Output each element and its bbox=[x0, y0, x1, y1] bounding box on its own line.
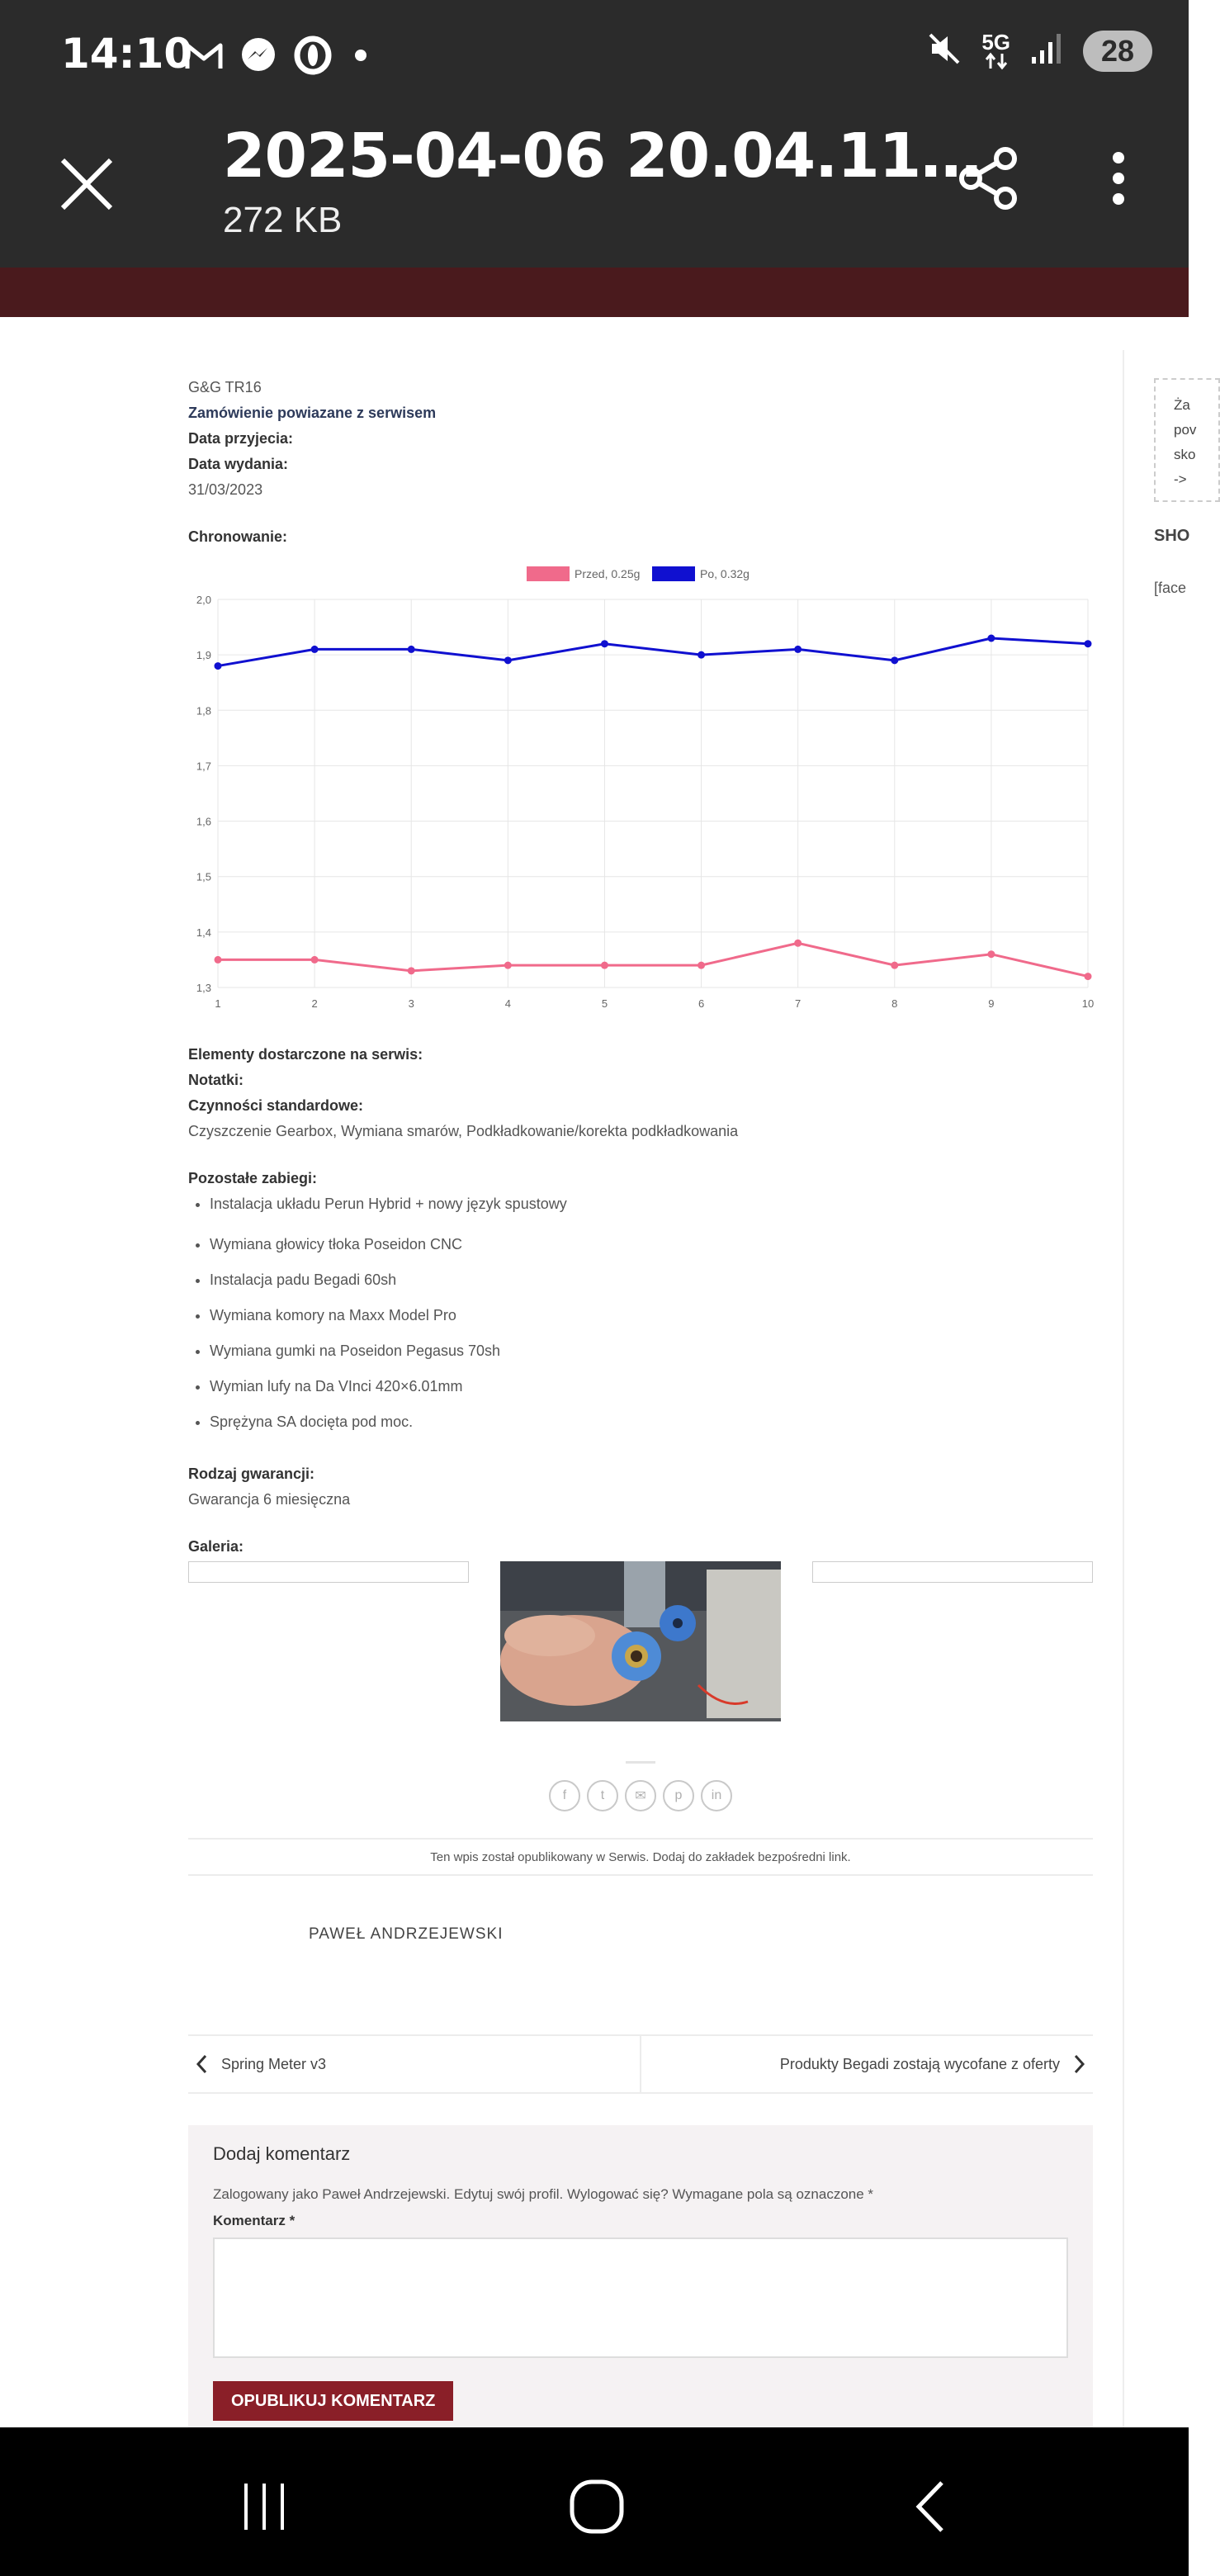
x-tick-label: 1 bbox=[215, 997, 221, 1010]
linked-order-link[interactable]: Zamówienie powiazane z serwisem bbox=[188, 405, 437, 421]
x-tick-label: 10 bbox=[1081, 997, 1095, 1010]
system-icons bbox=[925, 30, 1152, 72]
chrono-label: Chronowanie: bbox=[188, 528, 287, 545]
issued-value: 31/03/2023 bbox=[188, 481, 263, 498]
status-bar bbox=[0, 0, 1189, 112]
x-tick-label: 7 bbox=[795, 997, 802, 1010]
file-size: 272 KB bbox=[223, 200, 343, 240]
facebook-icon[interactable]: f bbox=[549, 1780, 580, 1811]
legend-swatch bbox=[652, 566, 695, 581]
issued-label: Data wydania: bbox=[188, 456, 289, 472]
email-icon[interactable]: ✉ bbox=[625, 1780, 656, 1811]
battery-icon: 28 bbox=[1083, 31, 1152, 72]
gallery-image-broken[interactable] bbox=[188, 1561, 469, 1721]
prev-post-link[interactable] bbox=[188, 2036, 641, 2092]
status-time: 14:10 bbox=[61, 30, 193, 78]
data-point bbox=[408, 646, 415, 653]
gmail-icon bbox=[183, 35, 225, 76]
twitter-icon[interactable]: t bbox=[587, 1780, 618, 1811]
task-item: • Instalacja padu Begadi 60sh bbox=[210, 1262, 1093, 1298]
warranty-label: Rodzaj gwarancji: bbox=[188, 1466, 315, 1482]
delivered-label: Elementy dostarczone na serwis: bbox=[188, 1046, 423, 1063]
published-note: Ten wpis został opublikowany w Serwis. Dodaj do zakładek bezpośredni link. bbox=[188, 1838, 1093, 1876]
more-vertical-icon bbox=[1110, 151, 1127, 206]
back-button[interactable] bbox=[898, 2474, 964, 2540]
opera-icon bbox=[292, 35, 333, 76]
recent-apps-icon bbox=[239, 2482, 289, 2531]
pinterest-icon[interactable]: p bbox=[663, 1780, 694, 1811]
data-point bbox=[601, 962, 608, 969]
task-list bbox=[188, 1191, 1093, 1440]
back-icon bbox=[910, 2479, 952, 2534]
data-point bbox=[408, 967, 415, 974]
task-item: • Sprężyna SA docięta pod moc. bbox=[210, 1404, 1093, 1440]
data-point bbox=[891, 656, 898, 664]
task-item: • Wymiana głowicy tłoka Poseidon CNC bbox=[210, 1227, 1093, 1262]
sidebar-widget bbox=[1154, 378, 1220, 502]
x-tick-label: 2 bbox=[311, 997, 318, 1010]
comment-info: Zalogowany jako Paweł Andrzejewski. Edytuj swój profil. Wylogować się? Wymagane pola są oznaczone * bbox=[213, 2186, 874, 2202]
share-button[interactable] bbox=[956, 145, 1022, 211]
gallery-image-broken[interactable] bbox=[812, 1561, 1093, 1721]
task-item: • Wymian lufy na Da VInci 420×6.01mm bbox=[210, 1369, 1093, 1404]
system-nav-bar bbox=[0, 2427, 1189, 2576]
series-line bbox=[218, 943, 1088, 976]
post-content bbox=[188, 375, 1093, 2447]
publish-comment-button[interactable]: OPUBLIKUJ KOMENTARZ bbox=[213, 2381, 453, 2421]
warranty-value: Gwarancja 6 miesięczna bbox=[188, 1491, 351, 1508]
y-tick-label: 1,9 bbox=[196, 649, 211, 662]
task-item: • Wymiana gumki na Poseidon Pegasus 70sh bbox=[210, 1333, 1093, 1369]
other-label: Pozostałe zabiegi: bbox=[188, 1170, 318, 1186]
data-point bbox=[987, 950, 995, 958]
chart-series bbox=[215, 635, 1092, 981]
network-label: 5G bbox=[981, 29, 1010, 54]
comment-textarea[interactable] bbox=[213, 2237, 1068, 2358]
notification-dot-icon bbox=[355, 50, 366, 61]
chart-grid bbox=[218, 599, 1088, 987]
chart-svg bbox=[188, 560, 1093, 1022]
comment-label: Komentarz * bbox=[213, 2213, 296, 2228]
sidebar-widget-line: pov bbox=[1174, 422, 1197, 438]
x-tick-label: 9 bbox=[988, 997, 995, 1010]
legend-swatch bbox=[527, 566, 570, 581]
gallery bbox=[188, 1561, 1093, 1721]
task-item: • Instalacja układu Perun Hybrid + nowy język spustowy bbox=[210, 1191, 1093, 1217]
close-icon bbox=[59, 157, 114, 211]
messenger-icon bbox=[238, 35, 279, 76]
x-tick-label: 5 bbox=[601, 997, 608, 1010]
x-tick-label: 4 bbox=[504, 997, 511, 1010]
data-point bbox=[1085, 640, 1092, 647]
comment-title: Dodaj komentarz bbox=[213, 2143, 351, 2164]
data-point bbox=[891, 962, 898, 969]
y-tick-label: 1,5 bbox=[196, 870, 211, 883]
y-tick-label: 2,0 bbox=[196, 594, 211, 606]
series-line bbox=[218, 638, 1088, 666]
gallery-photo bbox=[500, 1561, 781, 1721]
viewer-toolbar bbox=[0, 112, 1189, 268]
recent-apps-button[interactable] bbox=[231, 2474, 297, 2540]
author-name: PAWEŁ ANDRZEJEWSKI bbox=[309, 1925, 504, 1943]
sidebar-title: SHO bbox=[1154, 527, 1190, 545]
gallery-image[interactable] bbox=[500, 1561, 781, 1721]
more-options-button[interactable] bbox=[1098, 145, 1139, 211]
x-tick-label: 8 bbox=[891, 997, 898, 1010]
data-point bbox=[987, 635, 995, 642]
chevron-right-icon bbox=[1070, 2053, 1088, 2075]
data-point bbox=[311, 956, 319, 964]
home-icon bbox=[570, 2479, 624, 2534]
image-content bbox=[0, 268, 1197, 2427]
notes-label: Notatki: bbox=[188, 1072, 244, 1088]
data-point bbox=[311, 646, 319, 653]
y-tick-label: 1,3 bbox=[196, 982, 211, 994]
next-post-title: Produkty Begadi zostają wycofane z oferty bbox=[779, 2055, 1060, 2072]
comment-form bbox=[188, 2125, 1093, 2447]
data-point bbox=[1085, 973, 1092, 980]
linkedin-icon[interactable]: in bbox=[701, 1780, 732, 1811]
standard-value: Czyszczenie Gearbox, Wymiana smarów, Podkładkowanie/korekta podkładkowania bbox=[188, 1123, 739, 1139]
prev-post-title: Spring Meter v3 bbox=[221, 2055, 327, 2072]
standard-label: Czynności standardowe: bbox=[188, 1097, 364, 1114]
y-tick-label: 1,6 bbox=[196, 815, 211, 828]
data-point bbox=[794, 940, 802, 947]
sidebar-widget-line: sko bbox=[1174, 447, 1196, 462]
data-point bbox=[794, 646, 802, 653]
y-tick-label: 1,7 bbox=[196, 760, 211, 773]
site-header-strip bbox=[0, 268, 1189, 317]
x-tick-label: 3 bbox=[408, 997, 414, 1010]
chevron-left-icon bbox=[193, 2053, 211, 2075]
sidebar-divider bbox=[1123, 350, 1124, 2464]
5g-icon bbox=[981, 29, 1010, 70]
legend-label: Przed, 0.25g bbox=[575, 567, 641, 580]
data-point bbox=[601, 640, 608, 647]
chrono-chart bbox=[188, 560, 1093, 1047]
chart-ticks bbox=[196, 594, 1094, 1010]
sidebar-text: [face bbox=[1154, 580, 1187, 596]
signal-icon bbox=[1028, 31, 1065, 71]
share-icons bbox=[188, 1780, 1093, 1811]
task-item: • Wymiana komory na Maxx Model Pro bbox=[210, 1298, 1093, 1333]
model-name: G&G TR16 bbox=[188, 379, 262, 395]
data-point bbox=[697, 651, 705, 659]
y-tick-label: 1,8 bbox=[196, 704, 211, 717]
sidebar-widget-line: Ża bbox=[1174, 397, 1190, 413]
received-label: Data przyjecia: bbox=[188, 430, 294, 447]
data-point bbox=[504, 962, 512, 969]
sidebar-widget-line: -> bbox=[1174, 471, 1187, 487]
share-icon bbox=[959, 147, 1019, 210]
close-button[interactable] bbox=[51, 149, 122, 220]
data-point bbox=[504, 656, 512, 664]
post-navigation bbox=[188, 2034, 1093, 2094]
legend-label: Po, 0.32g bbox=[700, 567, 749, 580]
chart-legend bbox=[527, 566, 749, 581]
home-button[interactable] bbox=[564, 2474, 630, 2540]
y-tick-label: 1,4 bbox=[196, 926, 211, 939]
share-separator bbox=[626, 1761, 655, 1764]
data-point bbox=[697, 962, 705, 969]
x-tick-label: 6 bbox=[697, 997, 705, 1010]
next-post-link[interactable] bbox=[641, 2036, 1093, 2092]
gallery-label: Galeria: bbox=[188, 1538, 244, 1555]
mute-icon bbox=[925, 30, 963, 72]
notification-icons bbox=[183, 35, 366, 76]
file-title: 2025-04-06 20.04.11… bbox=[223, 121, 981, 192]
data-point bbox=[215, 662, 222, 670]
data-point bbox=[215, 956, 222, 964]
